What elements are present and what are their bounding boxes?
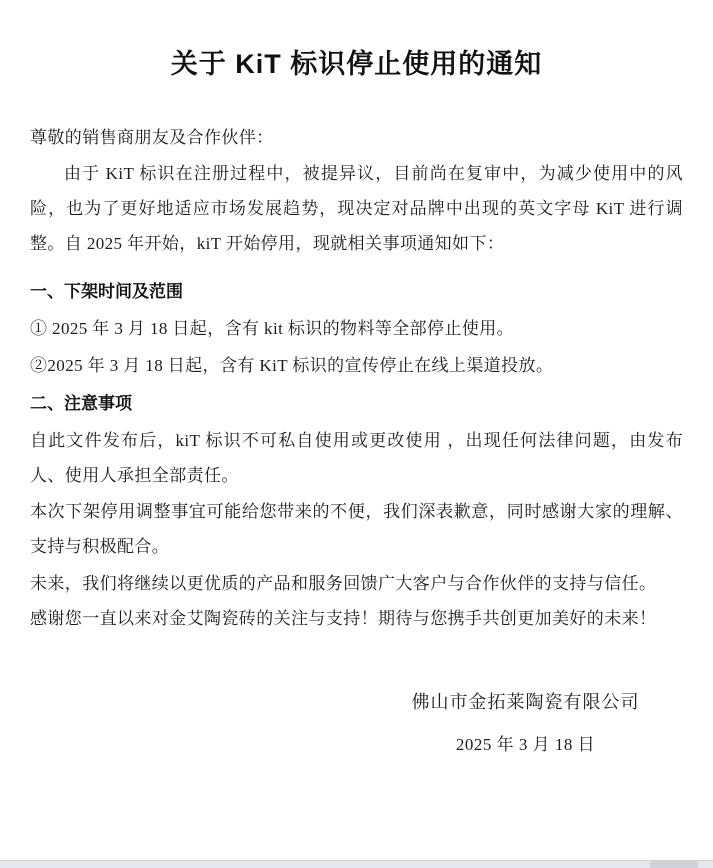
section2-heading: 二、注意事项 <box>30 394 132 413</box>
section2-paragraph-future: 未来，我们将继续以更优质的产品和服务回馈广大客户与合作伙伴的支持与信任。 <box>30 574 657 593</box>
bottom-window-strip <box>0 860 713 868</box>
section2-paragraph-thanks: 感谢您一直以来对金艾陶瓷砖的关注与支持！期待与您携手共创更加美好的未来！ <box>30 609 657 628</box>
signature-block <box>373 688 678 755</box>
signature-company: 佛山市金拓莱陶瓷有限公司 <box>411 692 640 712</box>
section2-paragraph-legal: 自此文件发布后，kiT 标识不可私自使用或更改使用 ，出现任何法律问题，由发布人、使用人承担全部责任。 <box>30 431 683 485</box>
signature-date: 2025 年 3 月 18 日 <box>455 735 596 754</box>
section1-item-2: ②2025 年 3 月 18 日起，含有 KiT 标识的宣传停止在线上渠道投放。 <box>30 356 554 375</box>
section2-paragraph-apology: 本次下架停用调整事宜可能给您带来的不便，我们深表歉意，同时感谢大家的理解、支持与积极配合。 <box>30 502 683 556</box>
intro-paragraph: 由于 KiT 标识在注册过程中，被提异议，目前尚在复审中，为减少使用中的风险，也为了更好地适应市场发展趋势，现决定对品牌中出现的英文字母 KiT 进行调整。自 2025 年开始，kiT 开始停用，现就相关事项通知如下： <box>30 164 683 253</box>
bottom-strip-shadow <box>650 861 698 868</box>
section1-heading: 一、下架时间及范围 <box>30 282 183 301</box>
section1-item-1: ① 2025 年 3 月 18 日起，含有 kit 标识的物料等全部停止使用。 <box>30 319 515 338</box>
document-title: 关于 KiT 标识停止使用的通知 <box>170 49 543 79</box>
salutation-line: 尊敬的销售商朋友及合作伙伴： <box>30 128 274 147</box>
